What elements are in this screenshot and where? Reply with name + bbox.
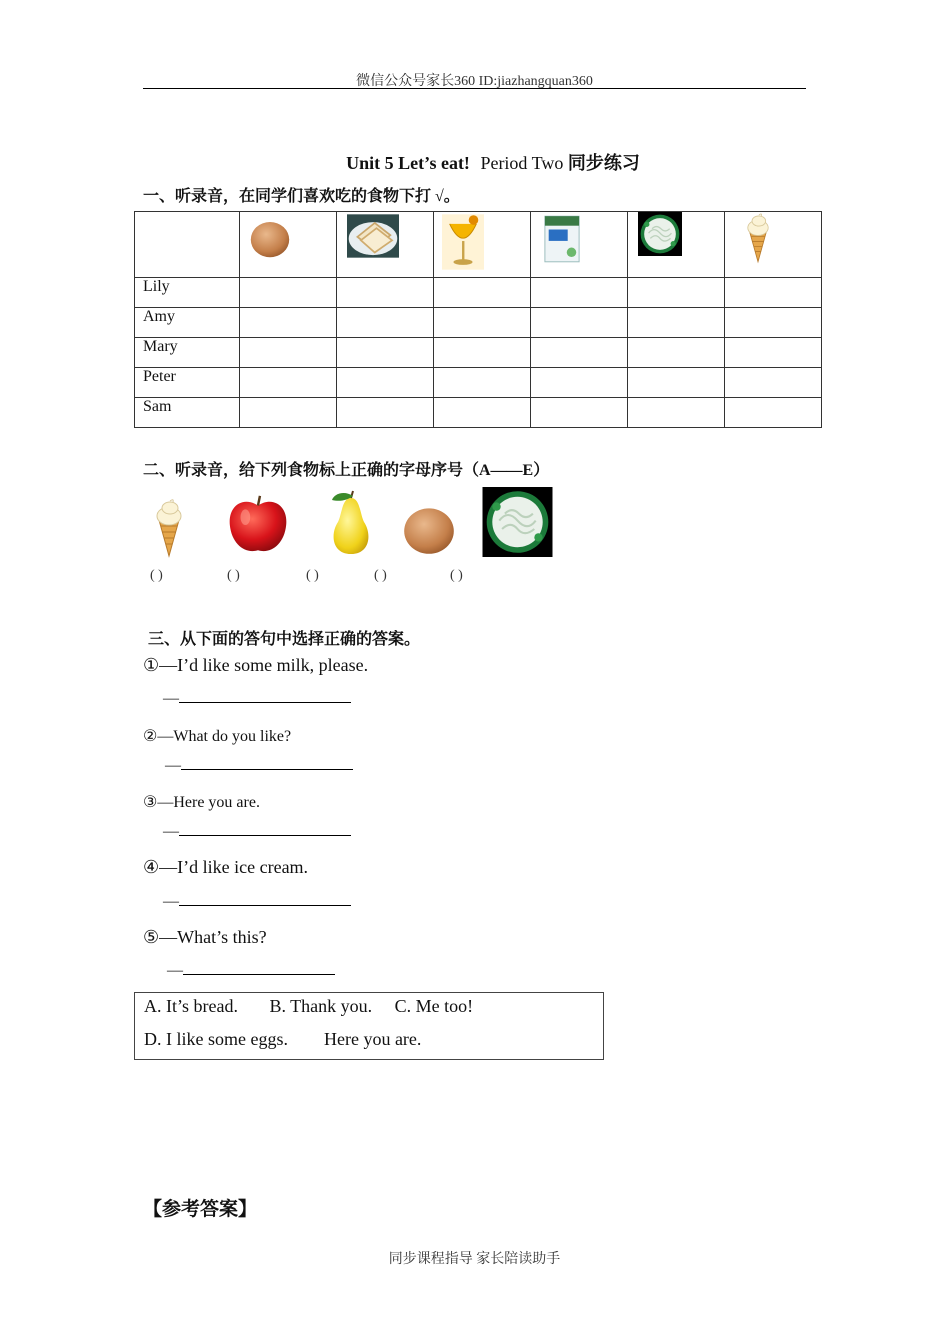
check-cell[interactable] <box>725 368 822 398</box>
check-cell[interactable] <box>531 398 628 428</box>
check-cell[interactable] <box>434 308 531 338</box>
student-name: Amy <box>135 308 240 338</box>
answer-blank[interactable] <box>179 690 351 703</box>
answer-dash: — <box>163 823 179 840</box>
apple-icon <box>224 491 292 557</box>
check-cell[interactable] <box>725 398 822 428</box>
listening-table <box>134 211 822 428</box>
page-footer: 同步课程指导 家长陪读助手 <box>388 1252 561 1267</box>
student-name: Peter <box>135 368 240 398</box>
section1-heading: 一、听录音，在同学们喜欢吃的食物下打 √。 <box>143 188 460 205</box>
header-rule <box>143 88 806 89</box>
answer-blank[interactable] <box>179 823 351 836</box>
table-row <box>135 278 822 308</box>
juice-column <box>434 212 531 278</box>
answer-line-1[interactable] <box>163 690 351 708</box>
answer-paren-3[interactable]: ( ) <box>306 568 319 583</box>
answer-dash: — <box>163 893 179 910</box>
answer-line-5[interactable] <box>167 962 335 980</box>
answer-line-4[interactable] <box>163 893 351 911</box>
title-period: Period Two <box>480 153 564 173</box>
egg-icon <box>398 498 460 560</box>
check-cell[interactable] <box>531 338 628 368</box>
table-header-row <box>135 212 822 278</box>
answer-paren-5[interactable]: ( ) <box>450 568 463 583</box>
check-cell[interactable] <box>628 278 725 308</box>
answer-line-2[interactable] <box>165 757 353 775</box>
answer-paren-4[interactable]: ( ) <box>374 568 387 583</box>
title-unit: Unit 5 Let’s eat! <box>346 153 470 173</box>
check-cell[interactable] <box>337 278 434 308</box>
check-cell[interactable] <box>628 338 725 368</box>
answer-blank[interactable] <box>183 962 335 975</box>
answer-blank[interactable] <box>181 757 353 770</box>
answer-paren-1[interactable]: ( ) <box>150 568 163 583</box>
options-line-1: A. It’s bread. B. Thank you. C. Me too! <box>144 996 474 1016</box>
ice-cream-column <box>725 212 822 278</box>
check-cell[interactable] <box>434 398 531 428</box>
rice-icon <box>636 212 684 256</box>
answer-options-box <box>134 992 604 1060</box>
answer-dash: — <box>165 757 181 774</box>
question-3: ③—Here you are. <box>143 794 260 811</box>
check-cell[interactable] <box>725 308 822 338</box>
table-row <box>135 308 822 338</box>
student-name: Lily <box>135 278 240 308</box>
check-cell[interactable] <box>240 278 337 308</box>
check-cell[interactable] <box>531 278 628 308</box>
check-cell[interactable] <box>337 398 434 428</box>
answer-blank[interactable] <box>179 893 351 906</box>
milk-icon <box>543 214 581 264</box>
bread-column <box>337 212 434 278</box>
rice-column <box>628 212 725 278</box>
check-cell[interactable] <box>725 278 822 308</box>
corner-cell <box>135 212 240 278</box>
check-cell[interactable] <box>240 368 337 398</box>
check-cell[interactable] <box>434 338 531 368</box>
egg-icon <box>246 214 294 262</box>
juice-icon <box>442 214 484 270</box>
question-4: ④—I’d like ice cream. <box>143 857 309 877</box>
bread-icon <box>347 214 399 258</box>
question-2: ②—What do you like? <box>143 728 292 745</box>
check-cell[interactable] <box>337 338 434 368</box>
question-1: ①—I’d like some milk, please. <box>143 655 369 675</box>
pear-icon <box>324 490 378 558</box>
page-title <box>143 149 843 175</box>
check-cell[interactable] <box>240 308 337 338</box>
check-cell[interactable] <box>240 398 337 428</box>
rice-icon <box>480 487 555 557</box>
section2-heading: 二、听录音，给下列食物标上正确的字母序号（A——E） <box>143 462 550 479</box>
student-name: Mary <box>135 338 240 368</box>
milk-column <box>531 212 628 278</box>
page-header: 微信公众号家长360 ID:jiazhangquan360 <box>356 74 593 89</box>
check-cell[interactable] <box>434 278 531 308</box>
table-row <box>135 398 822 428</box>
student-name: Sam <box>135 398 240 428</box>
check-cell[interactable] <box>240 338 337 368</box>
check-cell[interactable] <box>337 368 434 398</box>
ice-cream-icon <box>741 212 775 264</box>
check-cell[interactable] <box>628 368 725 398</box>
check-cell[interactable] <box>434 368 531 398</box>
answer-dash: — <box>167 962 183 979</box>
question-5: ⑤—What’s this? <box>143 927 267 947</box>
check-cell[interactable] <box>531 308 628 338</box>
check-cell[interactable] <box>337 308 434 338</box>
answer-line-3[interactable] <box>163 823 351 841</box>
table-row <box>135 338 822 368</box>
check-cell[interactable] <box>531 368 628 398</box>
options-line-2: D. I like some eggs. Here you are. <box>144 1029 422 1049</box>
answer-paren-2[interactable]: ( ) <box>227 568 240 583</box>
check-cell[interactable] <box>628 308 725 338</box>
title-suffix: 同步练习 <box>567 153 640 173</box>
egg-column <box>240 212 337 278</box>
ice-cream-icon <box>148 498 190 558</box>
answer-dash: — <box>163 690 179 707</box>
table-row <box>135 368 822 398</box>
check-cell[interactable] <box>628 398 725 428</box>
answer-key-heading: 【参考答案】 <box>143 1199 258 1220</box>
check-cell[interactable] <box>725 338 822 368</box>
section3-heading: 三、从下面的答句中选择正确的答案。 <box>148 631 421 648</box>
